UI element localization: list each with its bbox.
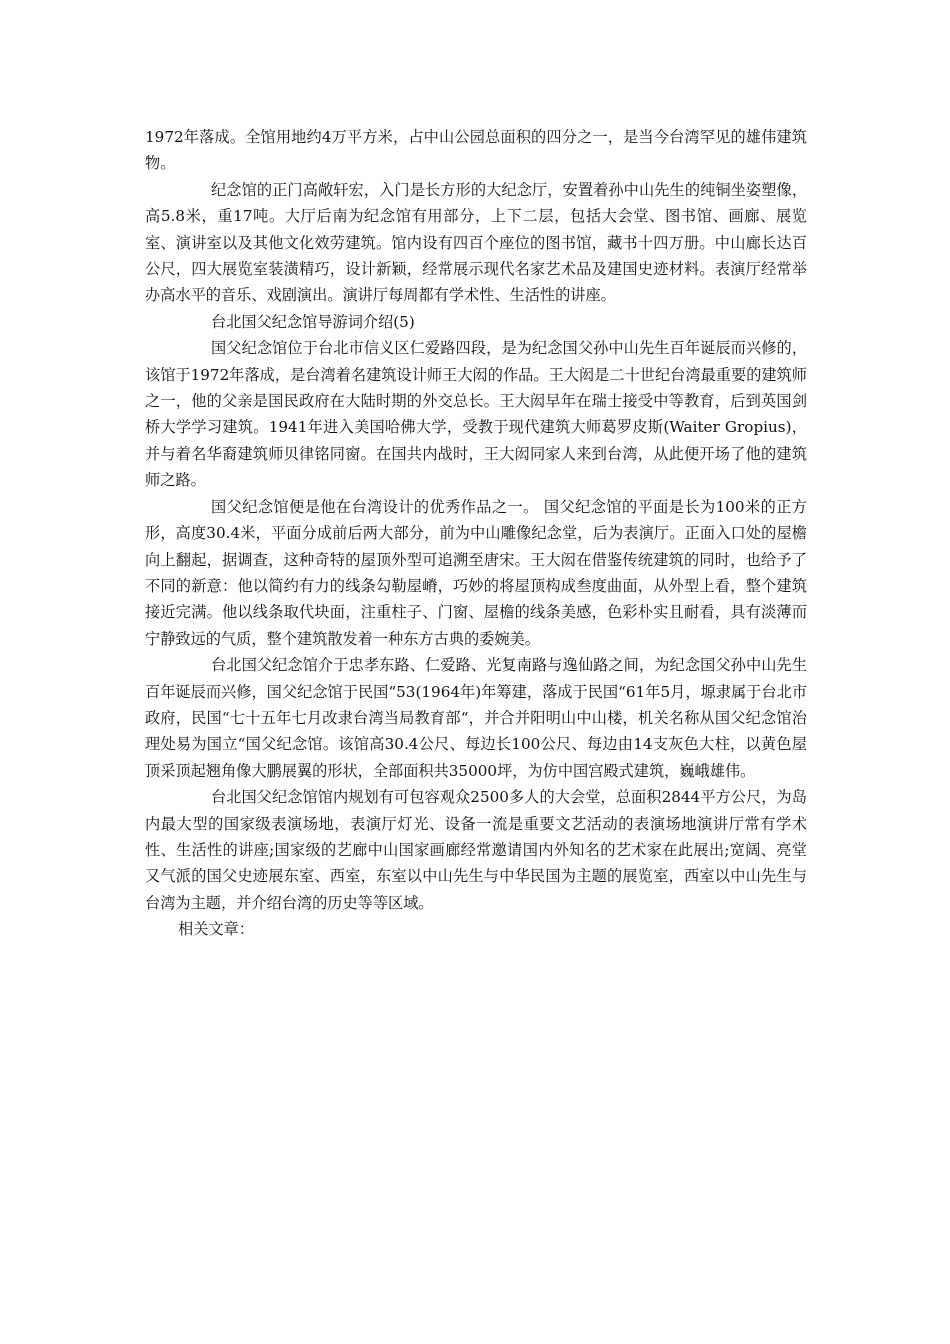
- paragraph-design: 国父纪念馆便是他在台湾设计的优秀作品之一。 国父纪念馆的平面是长为100米的正方形，高度30.4米，平面分成前后两大部分，前为中山雕像纪念堂，后为表演厅。正面入口处的屋檐向上翻起，据调查，这种奇特的屋顶外型可追溯至唐宋。王大闳在借鉴传统建筑的同时，也给予了不同的新意：他以简约有力的线条勾勒屋嵴，巧妙的将屋顶构成叁度曲面，从外型上看，整个建筑接近完满。他以线条取代块面，注重柱子、门窗、屋檐的线条美感，色彩朴实且耐看，具有淡薄而宁静致远的气质，整个建筑散发着一种东方古典的委婉美。: [145, 497, 807, 648]
- paragraph-history: 台北国父纪念馆介于忠孝东路、仁爱路、光复南路与逸仙路之间，为纪念国父孙中山先生百年诞辰而兴修，国父纪念馆于民国“53(1964年)年筹建，落成于民国“61年5月，塬隶属于台北市政府，民国“七十五年七月改隶台湾当局教育部“，并合并阳明山中山楼，机关名称从国父纪念馆治理处易为国立“国父纪念馆。该馆高30.4公尺、每边长100公尺、每边由14支灰色大柱，以黄色屋顶采顶起翘角像大鹏展翼的形状，全部面积共35000坪，为仿中国宫殿式建筑，巍峨雄伟。: [145, 656, 808, 780]
- paragraph-facilities: 台北国父纪念馆馆内规划有可包容观众2500多人的大会堂，总面积2844平方公尺，为岛内最大型的国家级表演场地，表演厅灯光、设备一流是重要文艺活动的表演场地演讲厅常有学术性、生活性的讲座;国家级的艺廊中山国家画廊经常邀请国内外知名的艺术家在此展出;宽阔、亮堂又气派的国父史迹展东室、西室，东室以中山先生与中华民国为主题的展览室，西室以中山先生与台湾为主题，并介绍台湾的历史等等区域。: [145, 788, 807, 912]
- document-body: [145, 124, 807, 943]
- paragraph-memorial-layout: 纪念馆的正门高敞轩宏，入门是长方形的大纪念厅，安置着孙中山先生的纯铜坐姿塑像，高5.8米，重17吨。大厅后南为纪念馆有用部分，上下二层，包括大会堂、图书馆、画廊、展览室、演讲室以及其他文化效劳建筑。馆内设有四百个座位的图书馆，藏书十四万册。中山廊长达百公尺，四大展览室装潢精巧，设计新颖，经常展示现代名家艺术品及建国史迹材料。表演厅经常举办高水平的音乐、戏剧演出。演讲厅每周都有学术性、生活性的讲座。: [145, 180, 807, 305]
- paragraph-architect: 国父纪念馆位于台北市信义区仁爱路四段，是为纪念国父孙中山先生百年诞辰而兴修的，该馆于1972年落成，是台湾着名建筑设计师王大闳的作品。王大闳是二十世纪台湾最重要的建筑师之一，他的父亲是国民政府在大陆时期的外交总长。王大闳早年在瑞士接受中等教育，后到英国剑桥大学学习建筑。1941年进入美国哈佛大学，受教于现代建筑大师葛罗皮斯(Waiter Gropius)，并与着名华裔建筑师贝律铭同窗。在国共内战时，王大闳同家人来到台湾，从此便开场了他的建筑师之路。: [145, 339, 807, 490]
- section-heading: 台北国父纪念馆导游词介绍(5): [211, 312, 415, 331]
- paragraph-continuation: 1972年落成。全馆用地约4万平方米，占中山公园总面积的四分之一，是当今台湾罕见的雄伟建筑物。: [145, 128, 807, 173]
- related-articles-label: 相关文章：: [178, 920, 254, 939]
